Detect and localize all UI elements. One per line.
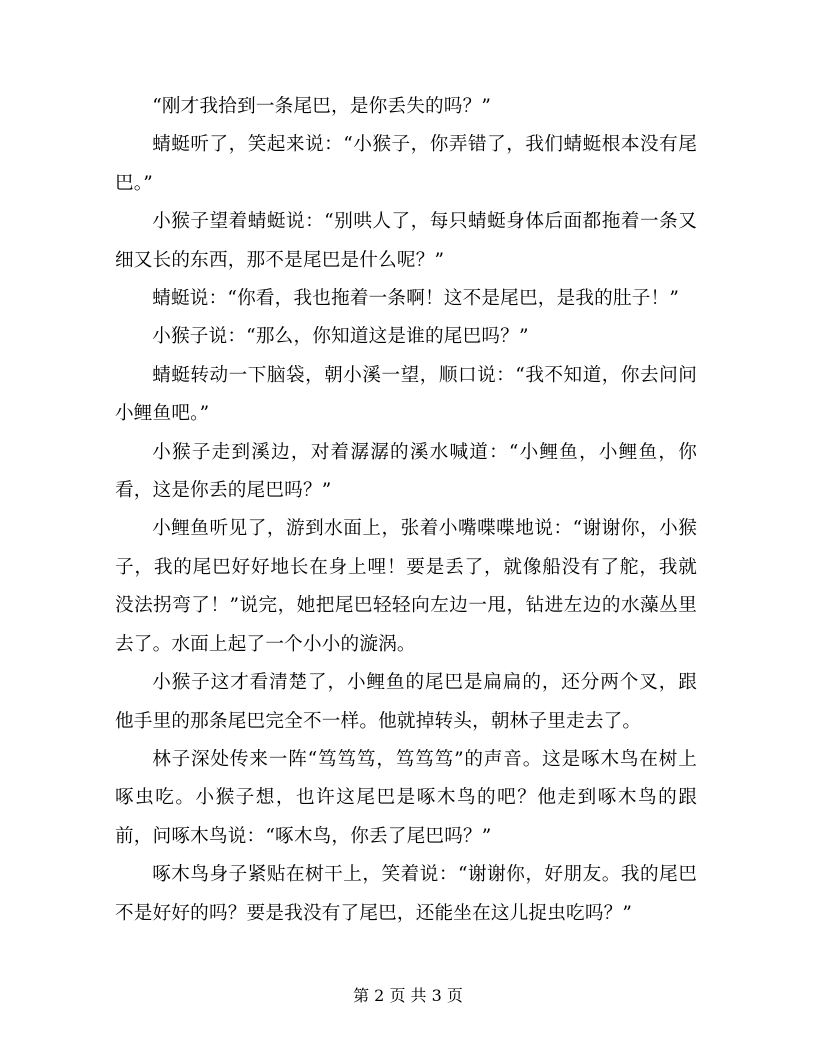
paragraph: 林子深处传来一阵“笃笃笃，笃笃笃”的声音。这是啄木鸟在树上啄虫吃。小猴子想，也许这尾巴是啄木鸟的吧？他走到啄木鸟的跟前，问啄木鸟说：“啄木鸟，你丢了尾巴吗？” bbox=[115, 748, 697, 847]
paragraph: “刚才我拾到一条尾巴，是你丢失的吗？” bbox=[152, 96, 492, 117]
page-number-footer: 第 2 页 共 3 页 bbox=[353, 986, 463, 1005]
document-body bbox=[115, 88, 697, 933]
paragraph: 蜻蜓转动一下脑袋，朝小溪一望，顺口说：“我不知道，你去问问小鲤鱼吧。” bbox=[115, 364, 697, 425]
paragraph: 蜻蜓说：“你看，我也拖着一条啊！这不是尾巴，是我的肚子！” bbox=[152, 288, 680, 310]
paragraph: 小猴子说：“那么，你知道这是谁的尾巴吗？” bbox=[152, 326, 529, 348]
paragraph: 蜻蜓听了，笑起来说：“小猴子，你弄错了，我们蜻蜓根本没有尾巴。” bbox=[115, 134, 697, 194]
paragraph: 小猴子望着蜻蜓说：“别哄人了，每只蜻蜓身体后面都拖着一条又细又长的东西，那不是尾巴是什么呢？” bbox=[115, 211, 697, 271]
paragraph: 啄木鸟身子紧贴在树干上，笑着说：“谢谢你，好朋友。我的尾巴不是好好的吗？要是我没有了尾巴，还能坐在这儿捉虫吃吗？” bbox=[115, 864, 697, 924]
paragraph: 小鲤鱼听见了，游到水面上，张着小嘴喋喋地说：“谢谢你，小猴子，我的尾巴好好地长在身上哩！要是丢了，就像船没有了舵，我就没法拐弯了！”说完，她把尾巴轻轻向左边一甩，钻进左边的水藻丛里去了。水面上起了一个小小的漩涡。 bbox=[115, 518, 697, 655]
paragraph: 小猴子这才看清楚了，小鲤鱼的尾巴是扁扁的，还分两个叉，跟他手里的那条尾巴完全不一样。他就掉转头，朝林子里走去了。 bbox=[115, 672, 697, 732]
paragraph: 小猴子走到溪边，对着潺潺的溪水喊道：“小鲤鱼，小鲤鱼，你看，这是你丢的尾巴吗？” bbox=[115, 441, 697, 502]
